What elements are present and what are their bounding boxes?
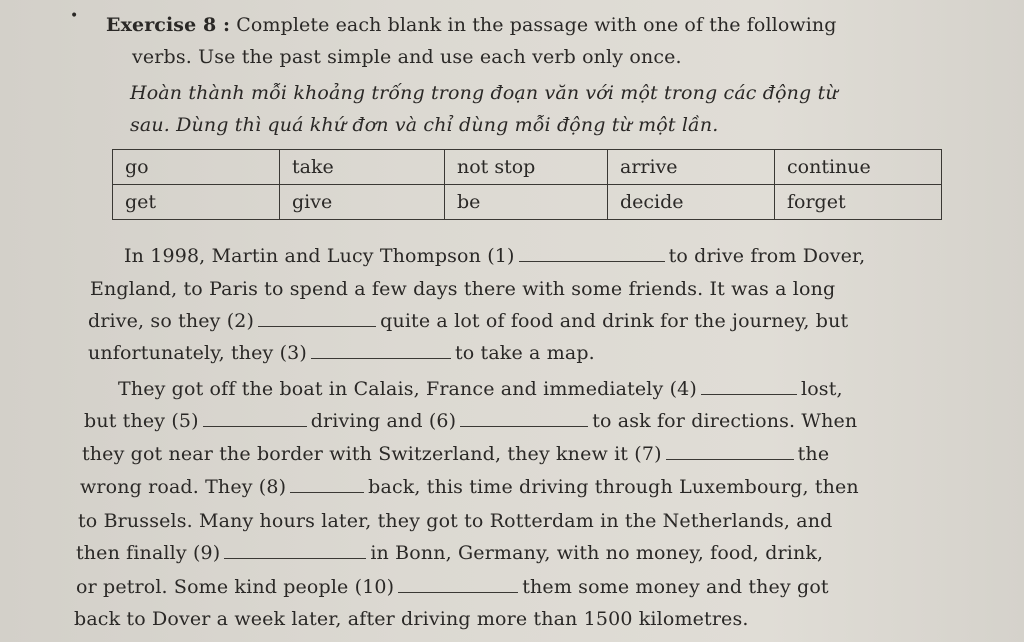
page-speck: • (70, 8, 79, 24)
passage-line (84, 410, 857, 432)
blank-10[interactable] (398, 578, 518, 593)
verb-row-2 (113, 185, 942, 220)
passage-text: the (797, 443, 830, 465)
exercise-title (106, 14, 837, 36)
blank-4[interactable] (701, 380, 797, 395)
passage-text: lost, (800, 378, 843, 400)
passage-text: quite a lot of food and drink for the journey, but (380, 310, 849, 332)
passage-line (76, 542, 823, 564)
blank-5[interactable] (203, 412, 307, 427)
passage-text: In 1998, Martin and Lucy Thompson (1) (124, 245, 515, 267)
instruction-english-1: Complete each blank in the passage with one of the following (236, 14, 837, 36)
verb-cell: not stop (445, 150, 608, 185)
passage-text: wrong road. They (8) (80, 476, 287, 498)
passage-text: back, this time driving through Luxembourg, then (368, 476, 859, 498)
passage-line (88, 342, 595, 364)
blank-1[interactable] (519, 247, 665, 262)
passage-text: then finally (9) (76, 542, 221, 564)
instruction-english-2: verbs. Use the past simple and use each verb only once. (132, 46, 682, 68)
passage-text: unfortunately, they (3) (88, 342, 307, 364)
passage-text: to drive from Dover, (668, 245, 866, 267)
passage-line: England, to Paris to spend a few days there with some friends. It was a long (90, 278, 836, 300)
passage-line (82, 443, 829, 465)
verb-cell: continue (775, 150, 942, 185)
verb-cell: take (280, 150, 445, 185)
blank-9[interactable] (224, 544, 366, 559)
verb-table (112, 149, 942, 220)
passage-text: They got off the boat in Calais, France and immediately (4) (118, 378, 697, 400)
blank-7[interactable] (666, 445, 794, 460)
passage-text: or petrol. Some kind people (10) (76, 576, 395, 598)
verb-cell: be (445, 185, 608, 220)
verb-cell: get (113, 185, 280, 220)
blank-8[interactable] (290, 478, 364, 493)
passage-line: back to Dover a week later, after driving more than 1500 kilometres. (74, 608, 749, 630)
blank-2[interactable] (258, 312, 376, 327)
verb-row-1 (113, 150, 942, 185)
instruction-vietnamese-2: sau. Dùng thì quá khứ đơn và chỉ dùng mỗi động từ một lần. (130, 114, 719, 136)
exercise-label: Exercise 8 : (106, 14, 231, 36)
passage-text: drive, so they (2) (88, 310, 255, 332)
verb-cell: arrive (608, 150, 775, 185)
passage-text: but they (5) (84, 410, 199, 432)
passage-text: them some money and they got (522, 576, 829, 598)
instruction-vietnamese-1: Hoàn thành mỗi khoảng trống trong đoạn văn với một trong các động từ (130, 82, 838, 104)
verb-cell: decide (608, 185, 775, 220)
passage-text: in Bonn, Germany, with no money, food, drink, (370, 542, 824, 564)
passage-text: driving and (6) (310, 410, 457, 432)
verb-cell: give (280, 185, 445, 220)
verb-cell: forget (775, 185, 942, 220)
verb-cell: go (113, 150, 280, 185)
blank-6[interactable] (460, 412, 588, 427)
passage-line (124, 245, 865, 267)
passage-text: to ask for directions. When (592, 410, 858, 432)
blank-3[interactable] (311, 344, 451, 359)
passage-text: to take a map. (454, 342, 595, 364)
passage-text: they got near the border with Switzerland, they knew it (7) (82, 443, 662, 465)
passage-line (80, 476, 859, 498)
passage-line (118, 378, 843, 400)
passage-line (76, 576, 829, 598)
passage-line (88, 310, 848, 332)
passage-line: to Brussels. Many hours later, they got to Rotterdam in the Netherlands, and (78, 510, 833, 532)
